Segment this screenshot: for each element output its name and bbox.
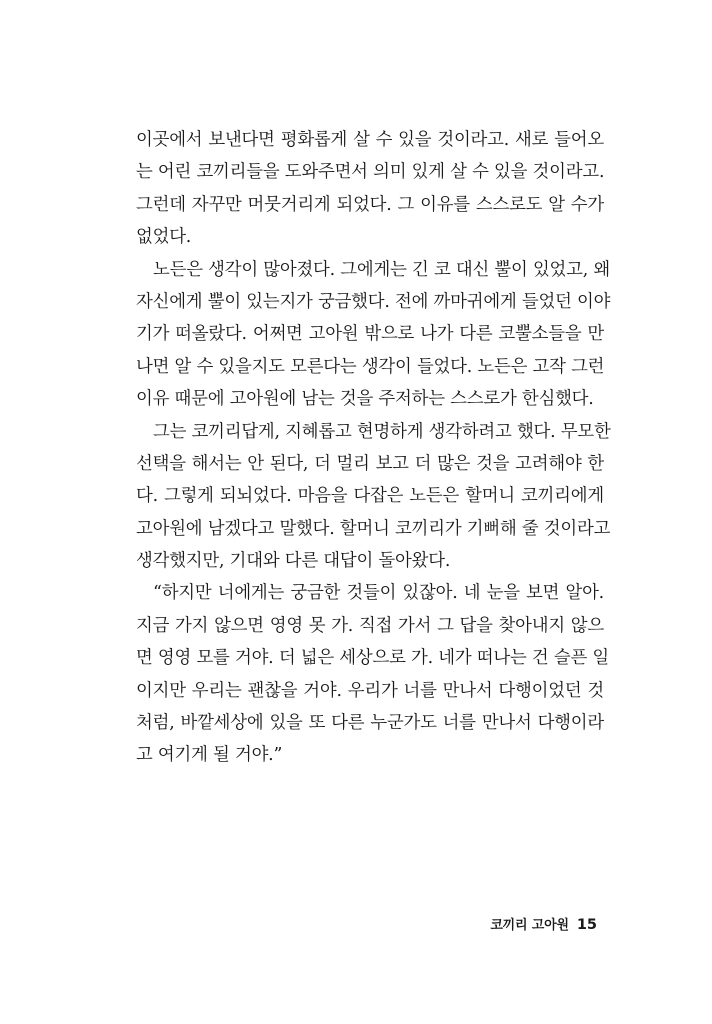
- text-line: 선택을 해서는 안 된다, 더 멀리 보고 더 많은 것을 고려해야 한: [136, 453, 604, 474]
- text-line: 지금 가지 않으면 영영 못 가. 직접 가서 그 답을 찾아내지 않으: [136, 615, 604, 636]
- body-text: [136, 124, 611, 772]
- text-line: “하지만 너에게는 궁금한 것들이 있잖아. 네 눈을 보면 알아.: [153, 583, 604, 604]
- text-line: 이유 때문에 고아원에 남는 것을 주저하는 스스로가 한심했다.: [136, 389, 594, 410]
- page-footer: [490, 914, 597, 933]
- text-line: 이지만 우리는 괜찮을 거야. 우리가 너를 만나서 다행이었던 것: [136, 680, 604, 701]
- text-line: 기가 떠올랐다. 어쩌면 고아원 밖으로 나가 다른 코뿔소들을 만: [136, 324, 604, 345]
- text-line: 그런데 자꾸만 머뭇거리게 되었다. 그 이유를 스스로도 알 수가: [136, 194, 604, 215]
- text-line: 면 영영 모를 거야. 더 넓은 세상으로 가. 네가 떠나는 건 슬픈 일: [136, 648, 609, 669]
- text-line: 는 어린 코끼리들을 도와주면서 의미 있게 살 수 있을 것이라고.: [136, 162, 605, 183]
- running-title: 코끼리 고아원: [490, 918, 569, 933]
- text-line: 생각했지만, 기대와 다른 대답이 돌아왔다.: [136, 551, 451, 572]
- text-line: 고아원에 남겠다고 말했다. 할머니 코끼리가 기뻐해 줄 것이라고: [136, 518, 611, 539]
- text-line: 다. 그렇게 되뇌었다. 마음을 다잡은 노든은 할머니 코끼리에게: [136, 486, 604, 507]
- text-line: 노든은 생각이 많아졌다. 그에게는 긴 코 대신 뿔이 있었고, 왜: [153, 259, 610, 280]
- text-line: 자신에게 뿔이 있는지가 궁금했다. 전에 까마귀에게 들었던 이야: [136, 291, 611, 312]
- page-number: 15: [576, 917, 597, 933]
- text-line: 없었다.: [136, 227, 192, 248]
- text-line: 나면 알 수 있을지도 모른다는 생각이 들었다. 노든은 고작 그런: [136, 356, 605, 377]
- text-line: 그는 코끼리답게, 지혜롭고 현명하게 생각하려고 했다. 무모한: [153, 421, 611, 442]
- text-line: 이곳에서 보낸다면 평화롭게 살 수 있을 것이라고. 새로 들어오: [136, 130, 604, 150]
- text-line: 처럼, 바깥세상에 있을 또 다른 누군가도 너를 만나서 다행이라: [136, 713, 604, 734]
- text-line: 고 여기게 될 거야.”: [136, 745, 283, 766]
